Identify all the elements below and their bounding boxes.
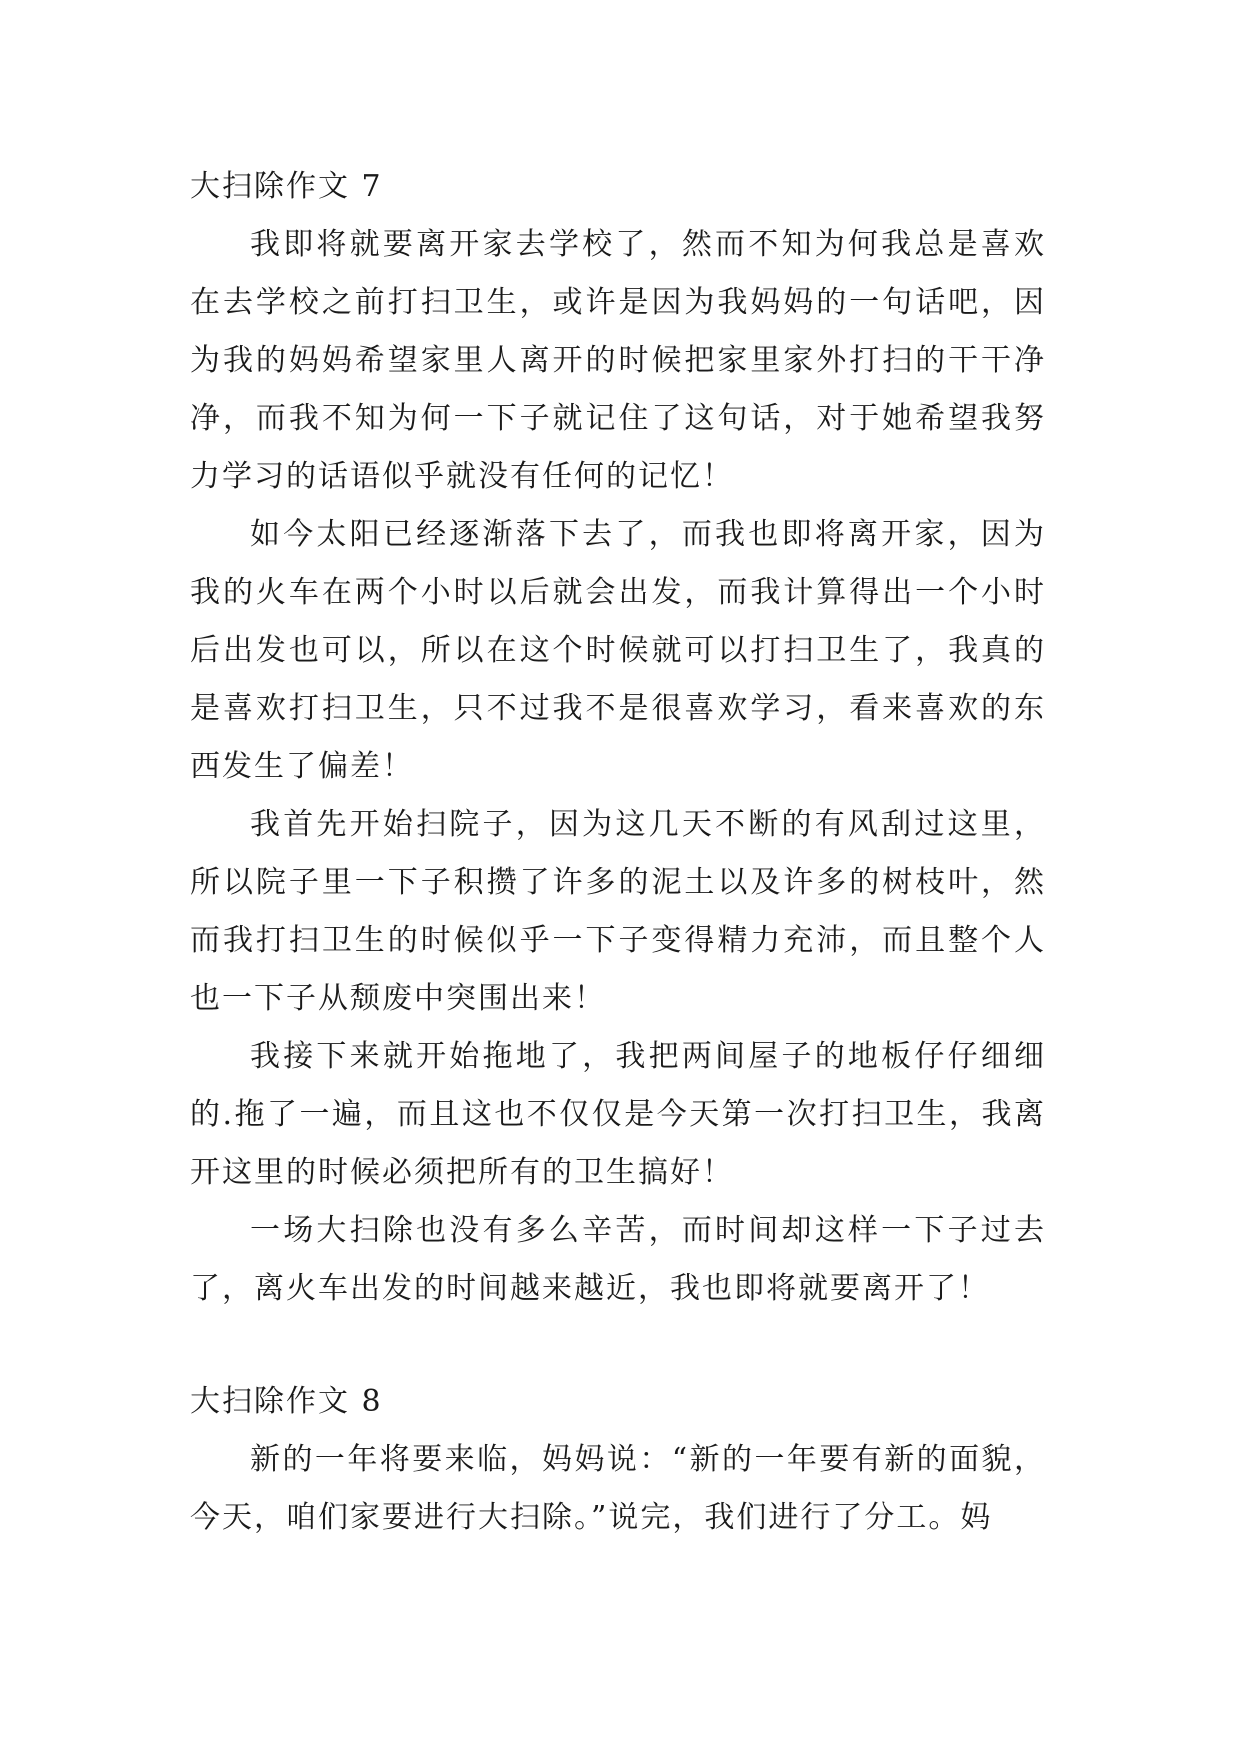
paragraph: 我即将就要离开家去学校了，然而不知为何我总是喜欢在去学校之前打扫卫生，或许是因为我妈妈的一句话吧，因为我的妈妈希望家里人离开的时候把家里家外打扫的干干净净，而我不知为何一下子就记住了这句话，对于她希望我努力学习的话语似乎就没有任何的记忆！ xyxy=(190,227,1046,494)
section-title-8: 大扫除作文 8 xyxy=(190,1384,383,1419)
paragraph: 一场大扫除也没有多么辛苦，而时间却这样一下子过去了，离火车出发的时间越来越近，我也即将就要离开了！ xyxy=(190,1213,1046,1306)
paragraph: 我首先开始扫院子，因为这几天不断的有风刮过这里，所以院子里一下子积攒了许多的泥土以及许多的树枝叶，然而我打扫卫生的时候似乎一下子变得精力充沛，而且整个人也一下子从颓废中突围出来！ xyxy=(190,807,1046,1016)
paragraph: 如今太阳已经逐渐落下去了，而我也即将离开家，因为我的火车在两个小时以后就会出发，而我计算得出一个小时后出发也可以，所以在这个时候就可以打扫卫生了，我真的是喜欢打扫卫生，只不过我不是很喜欢学习，看来喜欢的东西发生了偏差！ xyxy=(190,517,1046,784)
document-content xyxy=(190,158,1046,1547)
section-title-7: 大扫除作文 7 xyxy=(190,169,383,204)
paragraph: 我接下来就开始拖地了，我把两间屋子的地板仔仔细细的.拖了一遍，而且这也不仅仅是今天第一次打扫卫生，我离开这里的时候必须把所有的卫生搞好！ xyxy=(190,1039,1046,1190)
paragraph: 新的一年将要来临，妈妈说：“新的一年要有新的面貌，今天，咱们家要进行大扫除。”说完，我们进行了分工。妈 xyxy=(190,1442,1046,1535)
section-spacer xyxy=(190,1318,1046,1373)
